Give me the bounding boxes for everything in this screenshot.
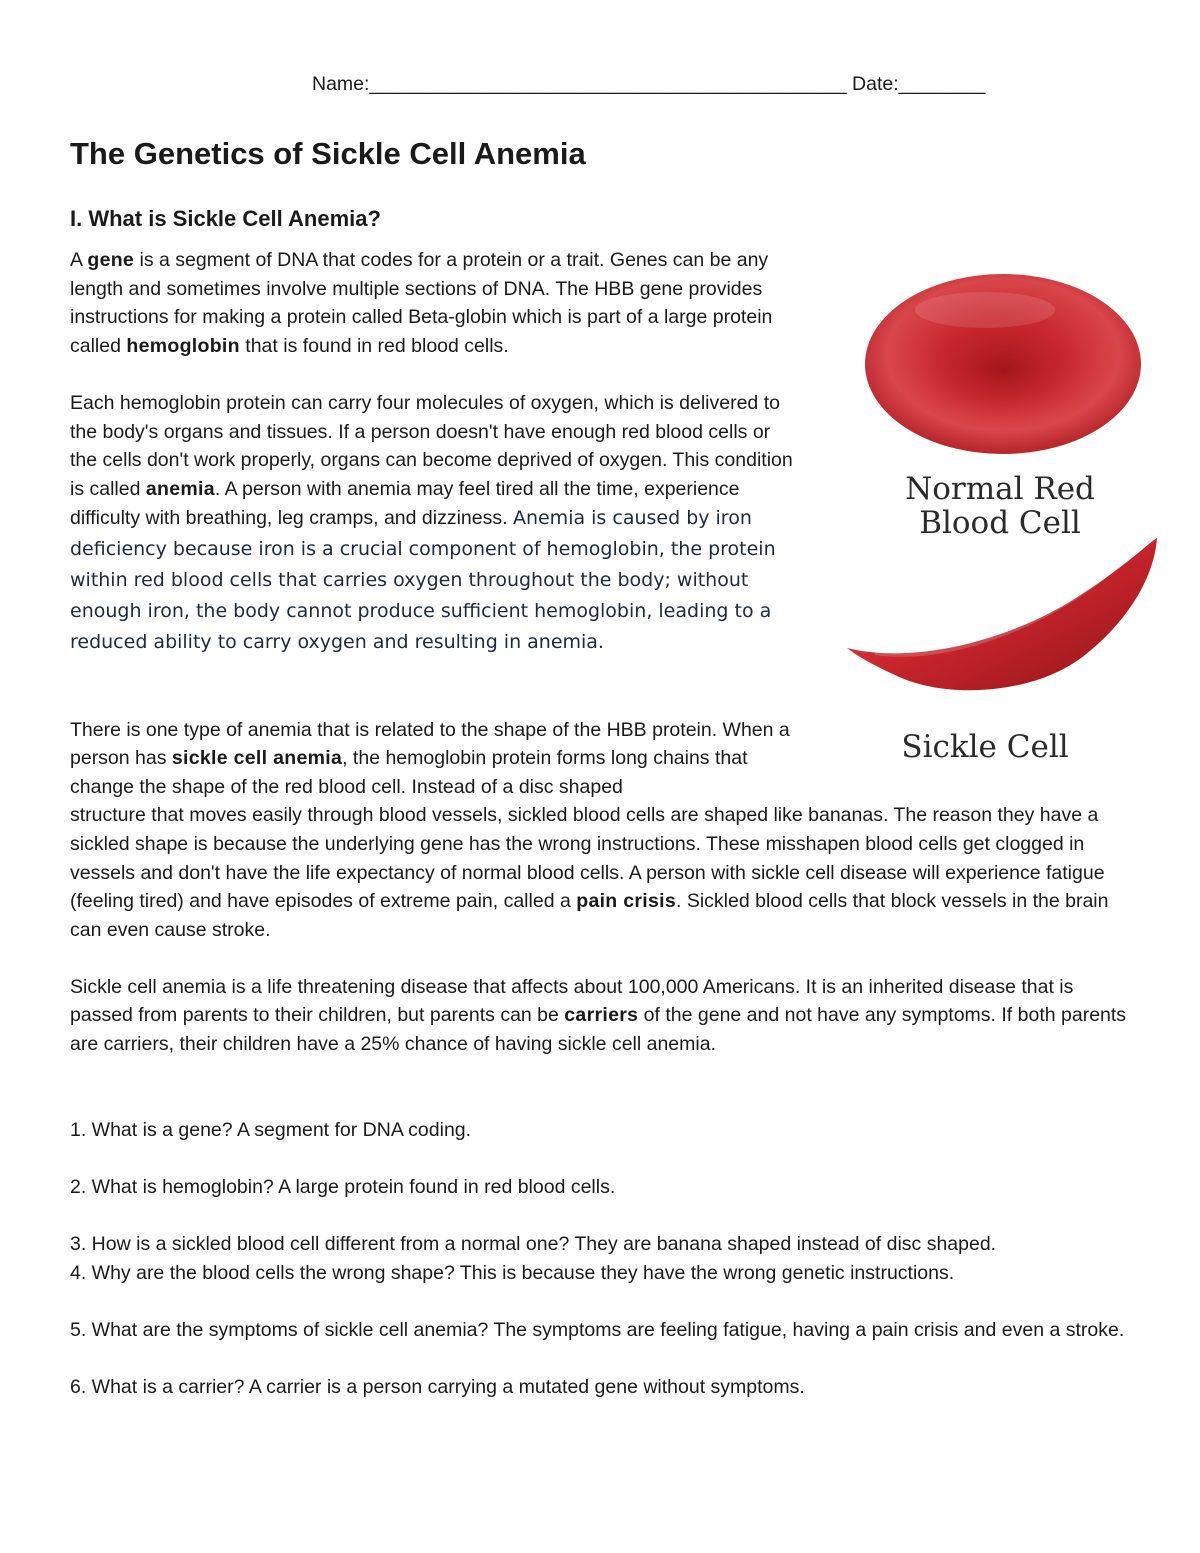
date-label: Date: <box>852 73 899 95</box>
sickle-intro <box>70 716 800 802</box>
sickle-cell <box>847 538 1157 690</box>
text-run: Sickle cell anemia is a life threatening disease that affects about 100,000 Americans. It is an inherited disease that is passed from parents to their children, but parents can be <box>70 975 1074 1027</box>
text-run: . Sickled blood cells that block vessels in the brain can even cause stroke. <box>70 890 1109 941</box>
iron-deficiency-note: Anemia is caused by iron deficiency because iron is a crucial component of hemoglobin, the protein within red blood cells that carries oxygen throughout the body; without enough iron, the body cannot produce sufficient hemoglobin, leading to a reduced ability to carry oxygen and resulting in anemia. <box>70 507 776 654</box>
term-pain-crisis: pain crisis <box>576 890 676 913</box>
term-carriers: carriers <box>564 1004 639 1027</box>
spacer <box>70 1345 1132 1374</box>
text-run: Each hemoglobin protein can carry four molecules of oxygen, which is delivered to the body's organs and tissues. If a person doesn't have enough red blood cells or the cells don't work properly, organs can become deprived of oxygen. This condition is called <box>70 391 793 500</box>
question-item: 2. What is hemoglobin? A large protein found in red blood cells. <box>70 1176 616 1199</box>
question-item: 6. What is a carrier? A carrier is a person carrying a mutated gene without symptoms. <box>70 1376 805 1399</box>
spacer <box>70 1144 1132 1173</box>
question-item: 3. How is a sickled blood cell different from a normal one? They are banana shaped instead of disc shaped. <box>70 1233 997 1256</box>
text-run: , the hemoglobin protein forms long chains that change the shape of the red blood cell. Instead of a disc shaped <box>70 747 748 798</box>
name-blank[interactable]: ____________________________________________ <box>369 73 847 95</box>
term-sickle-cell-anemia: sickle cell anemia <box>171 747 343 770</box>
name-date-line <box>312 70 985 99</box>
text-run: There is one type of anemia that is related to the shape of the HBB protein. When a person has <box>70 718 790 770</box>
normal-cell-label <box>885 472 1115 540</box>
question-item: 4. Why are the blood cells the wrong shape? This is because they have the wrong genetic instructions. <box>70 1261 955 1284</box>
page-title: The Genetics of Sickle Cell Anemia <box>70 136 586 171</box>
text-run: structure that moves easily through blood vessels, sickled blood cells are shaped like bananas. The reason they have a sickled shape is because the underlying gene has the wrong instructions. These misshapen blood cells get clogged in vessels and don't have the life expectancy of normal blood cells. A person with sickle cell disease will experience fatigue (feeling tired) and have episodes of extreme pain, called a <box>70 804 1105 913</box>
blood-cell-figure <box>835 270 1165 770</box>
spacer <box>70 1202 1132 1231</box>
spacer <box>70 1287 1132 1316</box>
paragraph-gene <box>70 246 800 360</box>
name-label: Name: <box>312 73 370 95</box>
text-run: is a segment of DNA that codes for a protein or a trait. Genes can be any length and sometimes involve multiple sections of DNA. The HBB gene provides instructions for making a protein called Beta-globin which is part of a large protein called <box>70 249 773 357</box>
question-item: 5. What are the symptoms of sickle cell anemia? The symptoms are feeling fatigue, having a pain crisis and even a stroke. <box>70 1319 1125 1341</box>
term-hemoglobin: hemoglobin <box>126 334 240 357</box>
normal-cell-label-line2: Blood Cell <box>919 505 1081 541</box>
term-anemia: anemia <box>145 477 215 500</box>
spacer <box>70 1087 1132 1116</box>
text-run: of the gene and not have any symptoms. If both parents are carriers, their children have a 25% chance of having sickle cell anemia. <box>70 1004 1127 1056</box>
term-gene: gene <box>87 249 135 271</box>
section-heading: I. What is Sickle Cell Anemia? <box>70 206 381 231</box>
normal-red-blood-cell <box>865 274 1141 454</box>
text-run: A <box>70 249 88 271</box>
paragraph-inheritance <box>70 973 1132 1059</box>
text-run: that is found in red blood cells. <box>239 334 509 357</box>
normal-cell-label-line1: Normal Red <box>905 471 1095 507</box>
sickle-cell-label: Sickle Cell <box>901 729 1069 765</box>
text-run: . A person with anemia may feel tired all the time, experience difficulty with breathing, leg cramps, and dizziness. <box>70 477 740 530</box>
question-item: 1. What is a gene? A segment for DNA coding. <box>70 1118 472 1141</box>
date-blank[interactable]: ________ <box>898 73 986 95</box>
question-list <box>70 1116 1132 1402</box>
paragraph-anemia <box>70 389 800 658</box>
